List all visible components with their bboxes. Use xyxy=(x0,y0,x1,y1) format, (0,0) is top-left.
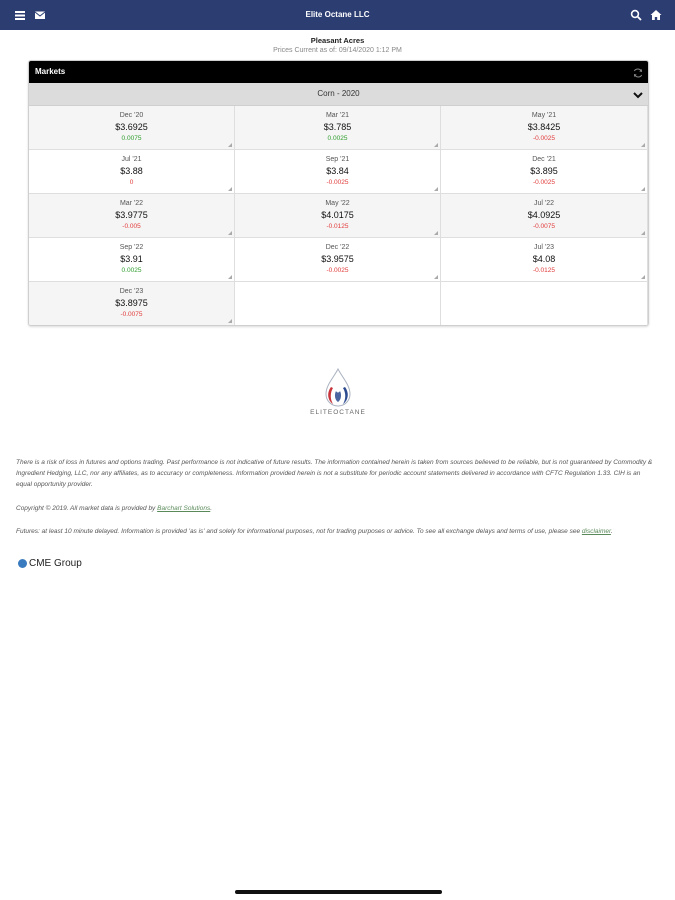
corner-grip-icon xyxy=(228,187,232,191)
market-cell[interactable] xyxy=(441,150,648,194)
contract-price: $3.6925 xyxy=(115,122,148,132)
market-cell[interactable] xyxy=(29,194,235,238)
contract-price: $3.84 xyxy=(326,166,349,176)
markets-title: Markets xyxy=(35,67,66,76)
market-cell[interactable] xyxy=(441,238,648,282)
markets-header xyxy=(29,61,648,83)
contract-month: Mar '21 xyxy=(325,112,350,119)
market-cell[interactable] xyxy=(29,150,235,194)
contract-month: May '21 xyxy=(531,112,557,119)
price-change: -0.0125 xyxy=(532,267,556,274)
market-cell[interactable] xyxy=(235,194,441,238)
prices-timestamp: Prices Current as of: 09/14/2020 1:12 PM xyxy=(273,47,402,54)
contract-month: Dec '20 xyxy=(119,112,144,119)
price-change: 0.0025 xyxy=(121,267,142,274)
contract-month: Sep '21 xyxy=(325,156,350,163)
home-indicator[interactable] xyxy=(235,890,442,894)
price-change: -0.0025 xyxy=(326,179,349,186)
corner-grip-icon xyxy=(434,187,438,191)
corner-grip-icon xyxy=(228,319,232,323)
market-cell[interactable] xyxy=(235,106,441,150)
corner-grip-icon xyxy=(434,231,438,235)
price-change: -0.005 xyxy=(122,223,141,230)
commodity-select[interactable] xyxy=(29,83,648,106)
corner-grip-icon xyxy=(228,143,232,147)
top-bar xyxy=(0,0,675,30)
corner-grip-icon xyxy=(228,275,232,279)
corner-grip-icon xyxy=(641,143,645,147)
price-change: -0.0075 xyxy=(532,223,556,230)
delay-text: Futures: at least 10 minute delayed. Information is provided 'as is' and solely for informational purposes, not for trading purposes or advice. To see all exchange delays and terms of use, please see xyxy=(16,528,582,535)
price-change: -0.0075 xyxy=(120,311,143,318)
cme-globe-icon xyxy=(18,559,27,568)
price-change: -0.0025 xyxy=(326,267,349,274)
contract-price: $3.9575 xyxy=(321,254,354,264)
contract-month: Jul '23 xyxy=(533,244,554,251)
chevron-down-icon xyxy=(632,88,644,100)
contract-month: Sep '22 xyxy=(119,244,144,251)
copyright-notice xyxy=(16,503,656,514)
copyright-suffix: . xyxy=(210,505,213,512)
corner-grip-icon xyxy=(434,275,438,279)
contract-month: Dec '23 xyxy=(119,288,144,295)
empty-cell xyxy=(235,282,441,326)
corner-grip-icon xyxy=(641,275,645,279)
market-cell[interactable] xyxy=(441,194,648,238)
contract-month: Jul '22 xyxy=(533,200,554,207)
contract-price: $4.0175 xyxy=(321,210,354,220)
empty-cell xyxy=(441,282,648,326)
delay-suffix: . xyxy=(610,528,613,535)
price-change: -0.0025 xyxy=(532,179,556,186)
price-change: -0.0025 xyxy=(532,135,556,142)
contract-month: Mar '22 xyxy=(119,200,144,207)
contract-price: $3.88 xyxy=(120,166,143,176)
contract-price: $3.91 xyxy=(120,254,143,264)
corner-grip-icon xyxy=(641,231,645,235)
corner-grip-icon xyxy=(641,187,645,191)
market-cell[interactable] xyxy=(29,106,235,150)
disclaimer-link[interactable]: disclaimer xyxy=(581,528,611,535)
corner-grip-icon xyxy=(434,143,438,147)
cme-label: CME Group xyxy=(29,558,82,569)
price-change: 0 xyxy=(129,179,134,186)
copyright-text: Copyright © 2019. All market data is provided by xyxy=(16,505,158,512)
market-cell[interactable] xyxy=(235,238,441,282)
commodity-select-value: Corn - 2020 xyxy=(317,89,360,98)
price-change: 0.0075 xyxy=(121,135,142,142)
barchart-link[interactable]: Barchart Solutions xyxy=(157,505,211,512)
market-cell[interactable] xyxy=(29,282,235,326)
market-cell[interactable] xyxy=(29,238,235,282)
market-cell[interactable] xyxy=(235,150,441,194)
refresh-icon[interactable] xyxy=(632,66,644,78)
contract-month: Dec '21 xyxy=(532,156,556,163)
price-change: 0.0025 xyxy=(327,135,348,142)
contract-price: $4.08 xyxy=(532,254,556,264)
logo-text: ELITEOCTANE xyxy=(310,409,366,416)
contract-month: Dec '22 xyxy=(325,244,350,251)
contract-month: May '22 xyxy=(325,200,350,207)
location-name: Pleasant Acres xyxy=(310,36,365,45)
risk-disclaimer: There is a risk of loss in futures and options trading. Past performance is not indicative of future results. The information contained herein is taken from sources believed to be reliable, but is not guaranteed by Commodity & Ingredient Hedging, LLC, nor any affiliates, as to accuracy or completeness. Information provided herein is not a substitute for periodic account statements delivered in accordance with CFTC Regulation 1.33. CIH is an equal opportunity provider. xyxy=(16,459,653,488)
search-icon[interactable] xyxy=(630,9,642,21)
contract-price: $4.0925 xyxy=(527,210,561,220)
app-title: Elite Octane LLC xyxy=(305,10,370,19)
contract-price: $3.8425 xyxy=(527,122,561,132)
contract-price: $3.895 xyxy=(530,166,558,176)
delay-notice xyxy=(16,526,656,537)
market-cell[interactable] xyxy=(441,106,648,150)
price-change: -0.0125 xyxy=(326,223,349,230)
contract-price: $3.9775 xyxy=(115,210,148,220)
markets-panel xyxy=(28,60,649,326)
home-icon[interactable] xyxy=(650,9,662,21)
contract-month: Jul '21 xyxy=(121,156,142,163)
corner-grip-icon xyxy=(228,231,232,235)
contract-price: $3.8975 xyxy=(115,298,148,308)
contract-price: $3.785 xyxy=(323,122,352,132)
